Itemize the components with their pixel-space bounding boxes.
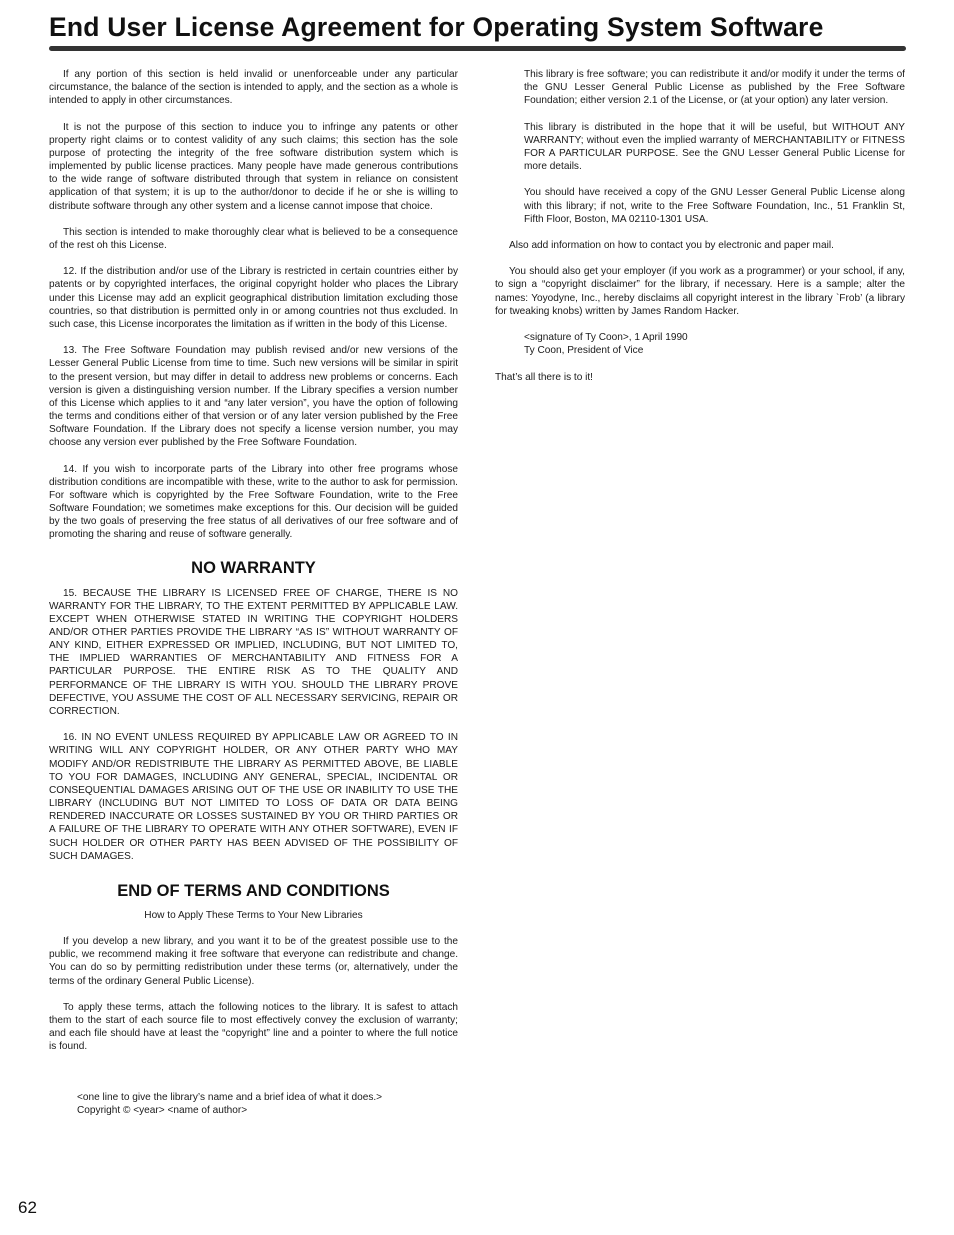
notice-line-copyright: Copyright © <year> <name of author> — [77, 1104, 248, 1116]
notice-template — [77, 1091, 458, 1117]
paragraph-section-12: 12. If the distribution and/or use of the Library is restricted in certain countries either by patents or by copyrighted interfaces, the original copyright holder who places the Library under this License may add an explicit geographical distribution limitation excluding those countries, so that distribution is permitted only in or among countries not thus excluded. In such case, this License incorporates the limitation as if written in the body of this License. — [49, 266, 458, 330]
closing-line: That’s all there is to it! — [495, 371, 593, 383]
signatory-title: Ty Coon, President of Vice — [524, 345, 644, 357]
paragraph-section-16: 16. IN NO EVENT UNLESS REQUIRED BY APPLICABLE LAW OR AGREED TO IN WRITING WILL ANY COPYRIGHT HOLDER, OR ANY OTHER PARTY WHO MAY MODIFY AND/OR REDISTRIBUTE THE LIBRARY AS PERMITTED ABOVE, BE LIABLE TO YOU FOR DAMAGES, INCLUDING ANY GENERAL, SPECIAL, INCIDENTAL OR CONSEQUENTIAL DAMAGES ARISING OUT OF THE USE OR INABILITY TO USE THE LIBRARY (INCLUDING BUT NOT LIMITED TO LOSS OF DATA OR DATA BEING RENDERED INACCURATE OR LOSSES SUSTAINED BY YOU OR THIRD PARTIES OR A FAILURE OF THE LIBRARY TO OPERATE WITH ANY OTHER SOFTWARE), EVEN IF SUCH HOLDER OR OTHER PARTY HAS BEEN ADVISED OF THE POSSIBILITY OF SUCH DAMAGES. — [49, 732, 458, 862]
paragraph-new-library: If you develop a new library, and you want it to be of the greatest possible use to the public, we recommend making it free software that everyone can redistribute and change. You can do so by permitting redistribution under these terms (or, alternatively, under the terms of the ordinary General Public License). — [49, 936, 458, 987]
end-of-terms-heading: END OF TERMS AND CONDITIONS — [117, 881, 390, 900]
page-number: 62 — [18, 1198, 37, 1217]
how-to-apply-subheading: How to Apply These Terms to Your New Libraries — [144, 909, 363, 921]
signature-line: <signature of Ty Coon>, 1 April 1990 — [524, 332, 688, 344]
paragraph-contact: Also add information on how to contact you by electronic and paper mail. — [509, 239, 834, 251]
paragraph-section-14: 14. If you wish to incorporate parts of the Library into other free programs whose distribution conditions are incompatible with these, write to the author to ask for permission. For software which is copyrighted by the Free Software Foundation, write to the Free Software Foundation; we sometimes make exceptions for this. Our decision will be guided by the two goals of preserving the free status of all derivatives of our free software and of promoting the sharing and reuse of software generally. — [49, 463, 458, 541]
paragraph-consequence: This section is intended to make thoroughly clear what is believed to be a consequence of the rest oh this License. — [49, 226, 458, 251]
right-column — [495, 68, 905, 397]
paragraph-section-15: 15. BECAUSE THE LIBRARY IS LICENSED FREE OF CHARGE, THERE IS NO WARRANTY FOR THE LIBRARY, TO THE EXTENT PERMITTED BY APPLICABLE LAW. EXCEPT WHEN OTHERWISE STATED IN WRITING THE COPYRIGHT HOLDERS AND/OR OTHER PARTIES PROVIDE THE LIBRARY “AS IS” WITHOUT WARRANTY OF ANY KIND, EITHER EXPRESSED OR IMPLIED, INCLUDING, BUT NOT LIMITED TO, THE IMPLIED WARRANTIES OF MERCHANTABILITY AND FITNESS FOR A PARTICULAR PURPOSE. THE ENTIRE RISK AS TO THE QUALITY AND PERFORMANCE OF THE LIBRARY IS WITH YOU. SHOULD THE LIBRARY PROVE DEFECTIVE, YOU ASSUME THE COST OF ALL NECESSARY SERVICING, REPAIR OR CORRECTION. — [49, 587, 458, 717]
notice-received-copy: You should have received a copy of the GNU Lesser General Public License along with this library; if not, write to the Free Software Foundation, Inc., 51 Franklin St, Fifth Floor, Boston, MA 02110-1301 USA. — [524, 187, 905, 225]
paragraph-apply-terms: To apply these terms, attach the following notices to the library. It is safest to attach them to the start of each source file to most effectively convey the exclusion of warranty; and each file should have at least the “copyright” line and a pointer to where the full notice is found. — [49, 1001, 458, 1053]
paragraph-severability: If any portion of this section is held invalid or unenforceable under any particular circumstance, the balance of the section is intended to apply, and the section as a whole is intended to apply in other circumstances. — [49, 69, 458, 107]
left-column — [49, 68, 458, 1117]
paragraph-section-13: 13. The Free Software Foundation may publish revised and/or new versions of the Lesser General Public License from time to time. Such new versions will be similar in spirit to the present version, but may differ in detail to address new problems or concerns. Each version is given a distinguishing version number. If the Library specifies a version number of this License which applies to it and “any later version”, you have the option of following the terms and conditions either of that version or of any later version published by the Free Software Foundation. If the Library does not specify a license version number, you may choose any version ever published by the Free Software Foundation. — [49, 345, 458, 449]
title-rule — [49, 46, 906, 51]
notice-free-software: This library is free software; you can redistribute it and/or modify it under the terms of the GNU Lesser General Public License as published by the Free Software Foundation; either version 2.1 of the License, or (at your option) any later version. — [524, 69, 905, 107]
page-title: End User License Agreement for Operating System Software — [49, 12, 824, 42]
paragraph-employer: You should also get your employer (if you work as a programmer) or your school, if any, to sign a “copyright disclaimer” for the library, if necessary. Here is a sample; alter the names: Yoyodyne, Inc., hereby disclaims all copyright interest in the library `Frob’ (a library for tweaking knobs) written by James Random Hacker. — [495, 266, 905, 317]
notice-line-library-name: <one line to give the library’s name and a brief idea of what it does.> — [77, 1091, 383, 1103]
signature-block — [524, 331, 905, 357]
no-warranty-heading: NO WARRANTY — [191, 558, 316, 577]
paragraph-patents: It is not the purpose of this section to induce you to infringe any patents or other property right claims or to contest validity of any such claims; this section has the sole purpose of protecting the integrity of the free software distribution system which is implemented by public license practices. Many people have made generous contributions to the wide range of software distributed through that system in reliance on consistent application of that system; it is up to the author/donor to decide if he or she is willing to distribute software through any other system and a license cannot impose that choice. — [49, 121, 458, 212]
notice-no-warranty: This library is distributed in the hope that it will be useful, but WITHOUT ANY WARRANTY; without even the implied warranty of MERCHANTABILITY or FITNESS FOR A PARTICULAR PURPOSE. See the GNU Lesser General Public License for more details. — [524, 121, 905, 173]
